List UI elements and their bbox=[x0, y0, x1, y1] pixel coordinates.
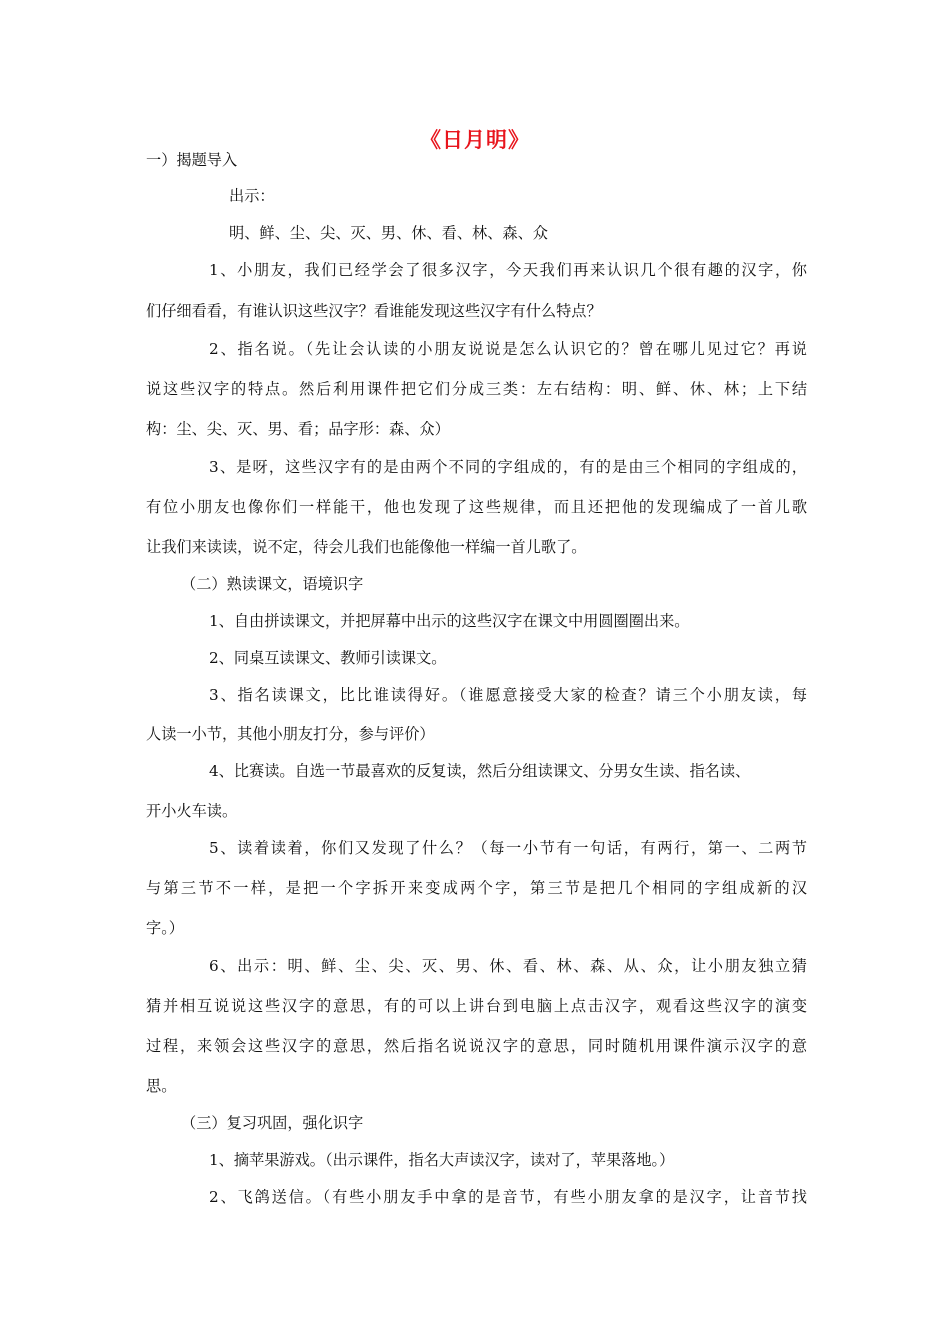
paragraph-line: 们仔细看看，有谁认识这些汉字？看谁能发现这些汉字有什么特点？ bbox=[146, 302, 602, 320]
paragraph-line: 1、摘苹果游戏。（出示课件，指名大声读汉字，读对了，苹果落地。） bbox=[209, 1151, 675, 1169]
paragraph-line: 1、小朋友，我们已经学会了很多汉字，今天我们再来认识几个很有趣的汉字，你 bbox=[209, 261, 807, 279]
section-heading-3: （三）复习巩固，强化识字 bbox=[181, 1114, 364, 1132]
paragraph-line: 过程，来领会这些汉字的意思，然后指名说说汉字的意思，同时随机用课件演示汉字的意 bbox=[146, 1037, 807, 1055]
paragraph-line: 3、指名读课文，比比谁读得好。（谁愿意接受大家的检查？请三个小朋友读，每 bbox=[209, 686, 807, 704]
paragraph-line: 2、飞鸽送信。（有些小朋友手中拿的是音节，有些小朋友拿的是汉字，让音节找 bbox=[209, 1188, 807, 1206]
paragraph-line: 字。） bbox=[146, 919, 184, 937]
section-heading-1: 一）揭题导入 bbox=[146, 151, 238, 169]
paragraph-line: 3、是呀，这些汉字有的是由两个不同的字组成的，有的是由三个相同的字组成的， bbox=[209, 458, 807, 476]
paragraph-line: 4、比赛读。自选一节最喜欢的反复读，然后分组读课文、分男女生读、指名读、 bbox=[209, 762, 751, 780]
paragraph-line: 人读一小节，其他小朋友打分，参与评价） bbox=[146, 725, 435, 743]
paragraph-line: 开小火车读。 bbox=[146, 802, 238, 820]
paragraph-line: 猜并相互说说这些汉字的意思，有的可以上讲台到电脑上点击汉字，观看这些汉字的演变 bbox=[146, 997, 807, 1015]
section-heading-2: （二）熟读课文，语境识字 bbox=[181, 575, 364, 593]
paragraph-line: 思。 bbox=[146, 1077, 177, 1095]
document-title: 《日月明》 bbox=[420, 128, 530, 152]
paragraph-line: 出示： bbox=[229, 187, 275, 205]
paragraph-line: 有位小朋友也像你们一样能干，他也发现了这些规律，而且还把他的发现编成了一首儿歌 bbox=[146, 498, 807, 516]
paragraph-line: 让我们来读读，说不定，待会儿我们也能像他一样编一首儿歌了。 bbox=[146, 538, 587, 556]
paragraph-line: 构：尘、尖、灭、男、看；品字形：森、众） bbox=[146, 420, 450, 438]
paragraph-line: 6、出示：明、鲜、尘、尖、灭、男、休、看、林、森、从、众，让小朋友独立猜 bbox=[209, 957, 807, 975]
paragraph-line: 1、自由拼读课文，并把屏幕中出示的这些汉字在课文中用圆圈圈出来。 bbox=[209, 612, 690, 630]
paragraph-line: 2、指名说。（先让会认读的小朋友说说是怎么认识它的？曾在哪儿见过它？再说 bbox=[209, 340, 807, 358]
paragraph-line: 与第三节不一样，是把一个字拆开来变成两个字，第三节是把几个相同的字组成新的汉 bbox=[146, 879, 807, 897]
paragraph-line: 5、读着读着，你们又发现了什么？（每一小节有一句话，有两行，第一、二两节 bbox=[209, 839, 807, 857]
paragraph-line: 2、同桌互读课文、教师引读课文。 bbox=[209, 649, 447, 667]
paragraph-line: 说这些汉字的特点。然后利用课件把它们分成三类：左右结构：明、鲜、休、林；上下结 bbox=[146, 380, 807, 398]
paragraph-line: 明、鲜、尘、尖、灭、男、休、看、林、森、众 bbox=[229, 224, 548, 242]
